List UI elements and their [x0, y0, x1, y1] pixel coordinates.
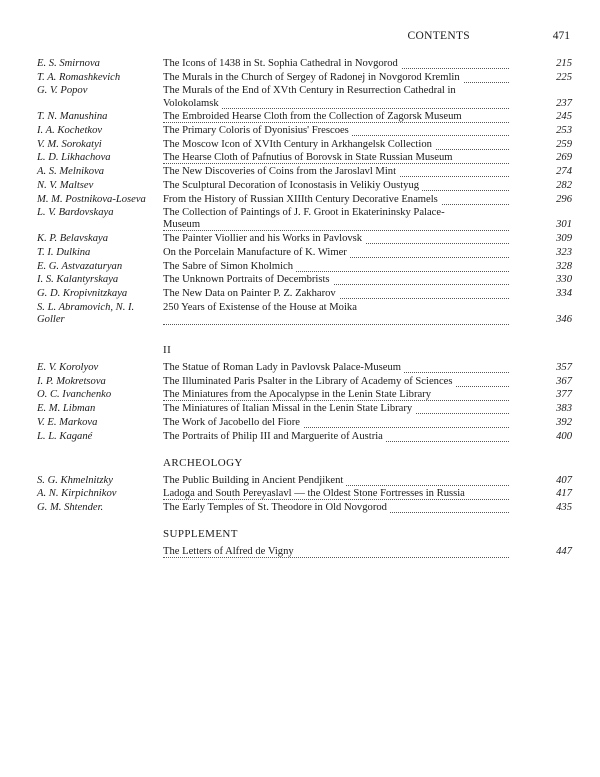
entry-author: I. S. Kalantyrskaya [37, 274, 119, 286]
entry-title [163, 58, 473, 70]
toc-entry [37, 111, 572, 123]
entry-title [163, 194, 473, 206]
entry-page: 334 [556, 287, 572, 299]
entry-title [163, 152, 473, 164]
toc-entry [37, 85, 572, 109]
toc-entry [37, 194, 572, 206]
entry-title-text: The Miniatures of Italian Missal in the Lenin State Library [163, 403, 415, 414]
toc-section [37, 457, 572, 515]
toc-entry [37, 180, 572, 192]
running-title: CONTENTS [407, 30, 470, 42]
entry-author: S. L. Abramovich, N. I. Goller [37, 301, 135, 325]
entry-title [163, 417, 473, 429]
page-header [0, 30, 600, 44]
entry-title [163, 274, 473, 286]
entry-title [163, 376, 473, 388]
toc-entry [37, 247, 572, 259]
toc-entry [37, 389, 572, 401]
entry-author: E. S. Smirnova [37, 58, 100, 69]
entry-title-text: The Moscow Icon of XVIth Century in Arkhangelsk Collection [163, 139, 435, 150]
entry-author: K. P. Belavskaya [37, 233, 109, 245]
toc-entry [37, 362, 572, 374]
toc-entry [37, 502, 572, 514]
entry-title-text: The New Discoveries of Coins from the Jaroslavl Mint [163, 166, 399, 177]
entry-title-text: The Murals in the Church of Sergey of Radonej in Novgorod Kremlin [163, 72, 463, 83]
entry-page: 296 [556, 193, 572, 205]
toc-entry [37, 403, 572, 415]
entry-title [163, 139, 473, 151]
entry-page: 215 [556, 58, 572, 69]
entry-title-text: The Work of Jacobello del Fiore [163, 417, 303, 428]
entry-author: G. V. Popov [37, 85, 88, 97]
entry-title-text: The Sabre of Simon Kholmich [163, 261, 296, 272]
entry-page: 328 [556, 260, 572, 272]
entry-title-text: The Illuminated Paris Psalter in the Library of Academy of Sciences [163, 376, 455, 387]
entry-author: S. G. Khmelnitzky [37, 474, 113, 486]
entry-page: 392 [556, 416, 572, 428]
entry-author [37, 546, 163, 558]
toc-entry [37, 125, 572, 137]
entry-author: L. D. Likhachova [37, 152, 111, 164]
entry-title [163, 546, 473, 558]
entry-title [163, 389, 473, 401]
entry-title-text: The Public Building in Ancient Pendjikent [163, 475, 346, 486]
entry-page: 269 [556, 152, 572, 164]
entry-page: 323 [556, 246, 572, 258]
entry-page: 309 [556, 233, 572, 245]
entry-author: A. S. Melnikova [37, 166, 105, 178]
entry-title [163, 288, 473, 300]
toc-entry [37, 233, 572, 245]
entry-title-text: The Icons of 1438 in St. Sophia Cathedral in Novgorod [163, 58, 401, 69]
toc-entry [37, 417, 572, 429]
toc-section [37, 58, 572, 326]
entry-title-text: The Unknown Portraits of Decembrists [163, 274, 333, 285]
entry-title-text: The Letters of Alfred de Vigny [163, 546, 297, 557]
entry-title-text: 250 Years of Existense of the House at Moika [163, 302, 360, 313]
entry-page: 367 [556, 375, 572, 387]
entry-page: 245 [556, 111, 572, 123]
entry-title-text: The Portraits of Philip III and Marguerite of Austria [163, 431, 386, 442]
entry-title-text: Ladoga and South Pereyaslavl — the Oldest Stone Fortresses in Russia [163, 488, 468, 499]
entry-author: L. L. Kagané [37, 430, 93, 442]
entry-page: 346 [556, 313, 572, 325]
entry-page: 259 [556, 138, 572, 150]
entry-page: 330 [556, 274, 572, 286]
entry-title-text: The Embroided Hearse Cloth from the Collection of Zagorsk Museum [163, 111, 465, 122]
section-title: ARCHEOLOGY [163, 456, 243, 469]
entry-page: 274 [556, 166, 572, 178]
entry-title [163, 488, 473, 500]
toc-entry [37, 302, 572, 326]
entry-page: 417 [556, 488, 572, 500]
entry-title [163, 72, 473, 84]
entry-author: E. G. Astvazaturyan [37, 260, 123, 272]
entry-title-text: The Statue of Roman Lady in Pavlovsk Palace-Museum [163, 362, 404, 373]
entry-title [163, 233, 473, 245]
dot-leader [163, 313, 509, 325]
entry-author: T. I. Dulkina [37, 246, 91, 258]
entry-title [163, 125, 473, 137]
entry-title [163, 166, 473, 178]
entry-author: I. A. Kochetkov [37, 125, 103, 137]
section-title: SUPPLEMENT [163, 528, 238, 541]
toc-entry [37, 288, 572, 300]
toc-entry [37, 274, 572, 286]
entry-author: G. M. Shtender. [37, 502, 104, 514]
entry-page: 225 [556, 71, 572, 83]
entry-title-text: From the History of Russian XIIIth Century Decorative Enamels [163, 194, 441, 205]
entry-title-text: The Miniatures from the Apocalypse in the Lenin State Library [163, 389, 434, 400]
entry-title [163, 475, 473, 487]
entry-title [163, 180, 473, 192]
entry-title-text: The Sculptural Decoration of Iconostasis in Velikiy Oustyug [163, 180, 422, 191]
entry-title [163, 302, 473, 326]
toc-entry [37, 431, 572, 443]
entry-title-text: The Hearse Cloth of Pafnutius of Borovsk in State Russian Museum [163, 152, 456, 163]
entry-author: L. V. Bardovskaya [37, 207, 114, 219]
toc-entry [37, 72, 572, 84]
entry-page: 383 [556, 403, 572, 415]
entry-title [163, 431, 473, 443]
entry-title-text: On the Porcelain Manufacture of K. Wimer [163, 247, 350, 258]
entry-author: O. C. Ivanchenko [37, 389, 112, 401]
entry-title [163, 502, 473, 514]
entry-title-text: The New Data on Painter P. Z. Zakharov [163, 288, 339, 299]
entry-author: E. M. Libman [37, 403, 96, 415]
page-number: 471 [552, 30, 570, 42]
entry-page: 301 [556, 219, 572, 231]
toc-section [37, 528, 572, 558]
entry-page: 253 [556, 125, 572, 137]
entry-author: V. M. Sorokatyi [37, 138, 102, 150]
toc-entry [37, 166, 572, 178]
toc-entry [37, 58, 572, 70]
entry-title-text: The Murals of the End of XVth Century in Resurrection Cathedral in Volokolamsk [163, 85, 456, 109]
entry-title [163, 111, 473, 123]
entry-page: 407 [556, 474, 572, 486]
toc-entry [37, 139, 572, 151]
entry-author: A. N. Kirpichnikov [37, 488, 117, 500]
entry-author: T. N. Manushina [37, 111, 108, 123]
toc-entry [37, 376, 572, 388]
dot-leader [163, 219, 509, 231]
entry-page: 447 [556, 546, 572, 558]
toc-entry [37, 261, 572, 273]
entry-page: 435 [556, 502, 572, 514]
toc-section [37, 344, 572, 443]
entry-title [163, 403, 473, 415]
entry-title-text: The Collection of Paintings of J. F. Groot in Ekaterininsky Palace-Museum [163, 207, 445, 231]
entry-title-text: The Primary Coloris of Dyonisius' Frescoes [163, 125, 352, 136]
entry-title-text: The Painter Viollier and his Works in Pavlovsk [163, 233, 365, 244]
entry-author: M. M. Postnikova-Loseva [37, 193, 146, 205]
toc-entry [37, 152, 572, 164]
entry-author: E. V. Korolyov [37, 362, 99, 374]
table-of-contents [37, 58, 572, 573]
entry-author: G. D. Kropivnitzkaya [37, 287, 128, 299]
entry-title-text: The Early Temples of St. Theodore in Old Novgorod [163, 502, 390, 513]
toc-entry [37, 475, 572, 487]
entry-title [163, 85, 473, 109]
entry-page: 400 [556, 430, 572, 442]
entry-title [163, 207, 473, 231]
entry-title [163, 261, 473, 273]
entry-page: 377 [556, 389, 572, 401]
section-title: II [163, 344, 172, 357]
toc-entry [37, 207, 572, 231]
entry-title [163, 362, 473, 374]
entry-author: T. A. Romashkevich [37, 71, 121, 83]
entry-author: N. V. Maltsev [37, 179, 94, 191]
entry-page: 357 [556, 362, 572, 374]
toc-entry [37, 488, 572, 500]
entry-author: V. E. Markova [37, 416, 98, 428]
toc-entry [37, 546, 572, 558]
entry-page: 282 [556, 179, 572, 191]
entry-author: I. P. Mokretsova [37, 375, 106, 387]
entry-page: 237 [556, 97, 572, 109]
entry-title [163, 247, 473, 259]
